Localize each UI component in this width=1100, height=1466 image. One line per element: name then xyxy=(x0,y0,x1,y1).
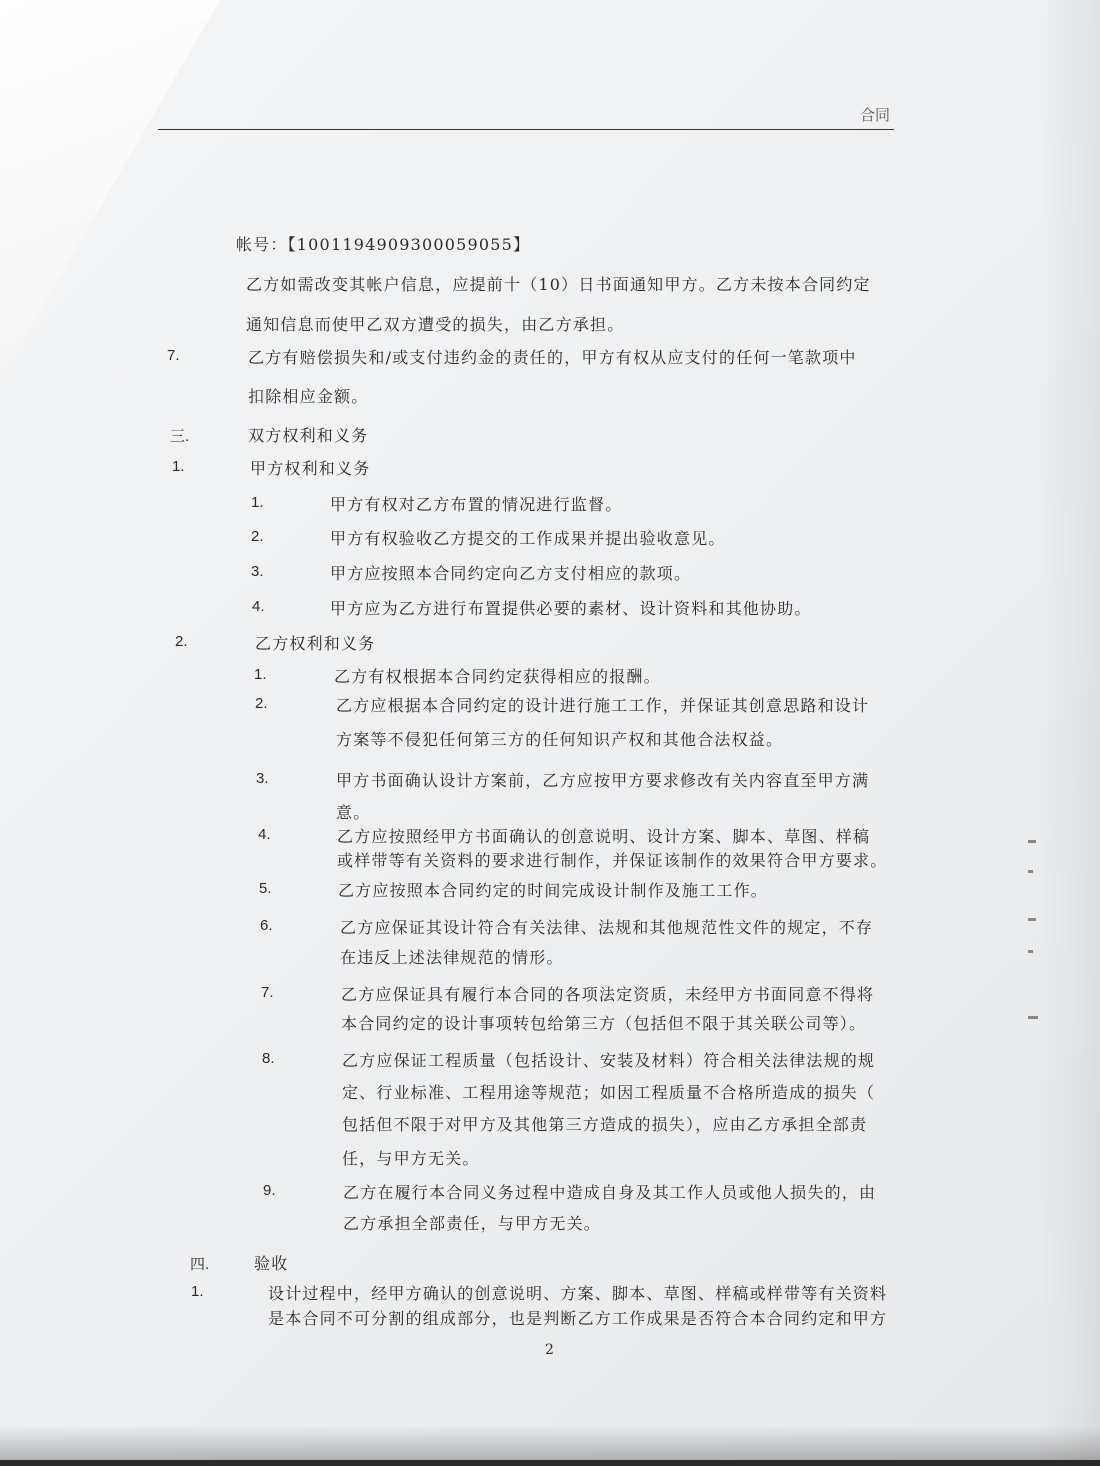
clause-text: 方案等不侵犯任何第三方的任何知识产权和其他合法权益。 xyxy=(336,730,784,749)
clause-number: 1. xyxy=(251,494,264,511)
clause-text: 乙方应按照经甲方书面确认的创意说明、设计方案、脚本、草图、样稿 xyxy=(337,827,871,846)
clause-number: 7. xyxy=(261,984,274,1001)
clause-number: 8. xyxy=(262,1050,275,1067)
clause-text: 任，与甲方无关。 xyxy=(342,1149,480,1168)
clause-text: 乙方有权根据本合同约定获得相应的报酬。 xyxy=(334,667,661,686)
clause-number: 三. xyxy=(170,428,190,445)
header-title: 合同 xyxy=(860,106,891,124)
clause-text: 乙方权利和义务 xyxy=(255,634,376,653)
clause-text: 乙方应保证工程质量（包括设计、安装及材料）符合相关法律法规的规 xyxy=(342,1051,876,1070)
clause-number: 1. xyxy=(191,1283,204,1300)
clause-text: 帐号：【1001194909300059055】 xyxy=(236,235,531,254)
clause-number: 3. xyxy=(251,563,264,580)
page-shadow xyxy=(1040,0,1100,1466)
clause-text: 乙方应按照本合同约定的时间完成设计制作及施工工作。 xyxy=(338,881,769,900)
clause-text: 乙方如需改变其帐户信息，应提前十（10）日书面通知甲方。乙方未按本合同约定 xyxy=(246,275,871,294)
clause-text: 或样带等有关资料的要求进行制作，并保证该制作的效果符合甲方要求。 xyxy=(337,851,888,870)
clause-text: 包括但不限于对甲方及其他第三方造成的损失），应由乙方承担全部责 xyxy=(342,1115,868,1134)
clause-number: 2. xyxy=(175,633,188,650)
clause-number: 9. xyxy=(263,1182,276,1199)
clause-text: 双方权利和义务 xyxy=(248,426,369,445)
clause-number: 2. xyxy=(251,528,264,545)
clause-number: 四. xyxy=(190,1256,210,1273)
clause-number: 6. xyxy=(260,917,273,934)
clause-text: 甲方书面确认设计方案前，乙方应按甲方要求修改有关内容直至甲方满 xyxy=(336,771,870,790)
clause-number: 5. xyxy=(259,880,272,897)
clause-number: 7. xyxy=(167,347,180,364)
clause-text: 验收 xyxy=(254,1254,289,1273)
clause-number: 3. xyxy=(256,770,269,787)
clause-text: 乙方应根据本合同约定的设计进行施工工作，并保证其创意思路和设计 xyxy=(336,696,870,715)
clause-text: 乙方有赔偿损失和/或支付违约金的责任的，甲方有权从应支付的任何一笔款项中 xyxy=(248,348,857,367)
margin-marks xyxy=(1022,830,1042,1050)
clause-text: 甲方应为乙方进行布置提供必要的素材、设计资料和其他协助。 xyxy=(330,599,812,618)
clause-text: 本合同约定的设计事项转包给第三方（包括但不限于其关联公司等）。 xyxy=(341,1014,867,1033)
clause-text: 是本合同不可分割的组成部分，也是判断乙方工作成果是否符合本合同约定和甲方 xyxy=(268,1309,888,1328)
clause-number: 2. xyxy=(255,695,268,712)
clause-text: 甲方权利和义务 xyxy=(250,459,371,478)
clause-text: 通知信息而使甲乙双方遭受的损失，由乙方承担。 xyxy=(246,315,625,334)
clause-text: 乙方承担全部责任，与甲方无关。 xyxy=(343,1214,602,1233)
header-rule xyxy=(158,129,894,130)
page-number: 2 xyxy=(545,1342,554,1358)
clause-number: 4. xyxy=(252,598,265,615)
clause-text: 甲方有权验收乙方提交的工作成果并提出验收意见。 xyxy=(330,529,726,548)
clause-text: 乙方在履行本合同义务过程中造成自身及其工作人员或他人损失的，由 xyxy=(343,1183,877,1202)
clause-text: 甲方有权对乙方布置的情况进行监督。 xyxy=(330,495,623,514)
bottom-shadow xyxy=(0,1426,1100,1466)
clause-text: 甲方应按照本合同约定向乙方支付相应的款项。 xyxy=(330,564,692,583)
clause-number: 4. xyxy=(258,826,271,843)
clause-text: 意。 xyxy=(336,803,371,822)
clause-text: 设计过程中，经甲方确认的创意说明、方案、脚本、草图、样稿或样带等有关资料 xyxy=(268,1284,888,1303)
clause-text: 扣除相应金额。 xyxy=(248,387,369,406)
clause-text: 乙方应保证具有履行本合同的各项法定资质，未经甲方书面同意不得将 xyxy=(341,985,875,1004)
clause-text: 乙方应保证其设计符合有关法律、法规和其他规范性文件的规定，不存 xyxy=(340,918,874,937)
clause-number: 1. xyxy=(254,666,267,683)
clause-number: 1. xyxy=(172,458,185,475)
clause-text: 在违反上述法律规范的情形。 xyxy=(340,948,564,967)
clause-text: 定、行业标准、工程用途等规范；如因工程质量不合格所造成的损失（ xyxy=(342,1083,876,1102)
